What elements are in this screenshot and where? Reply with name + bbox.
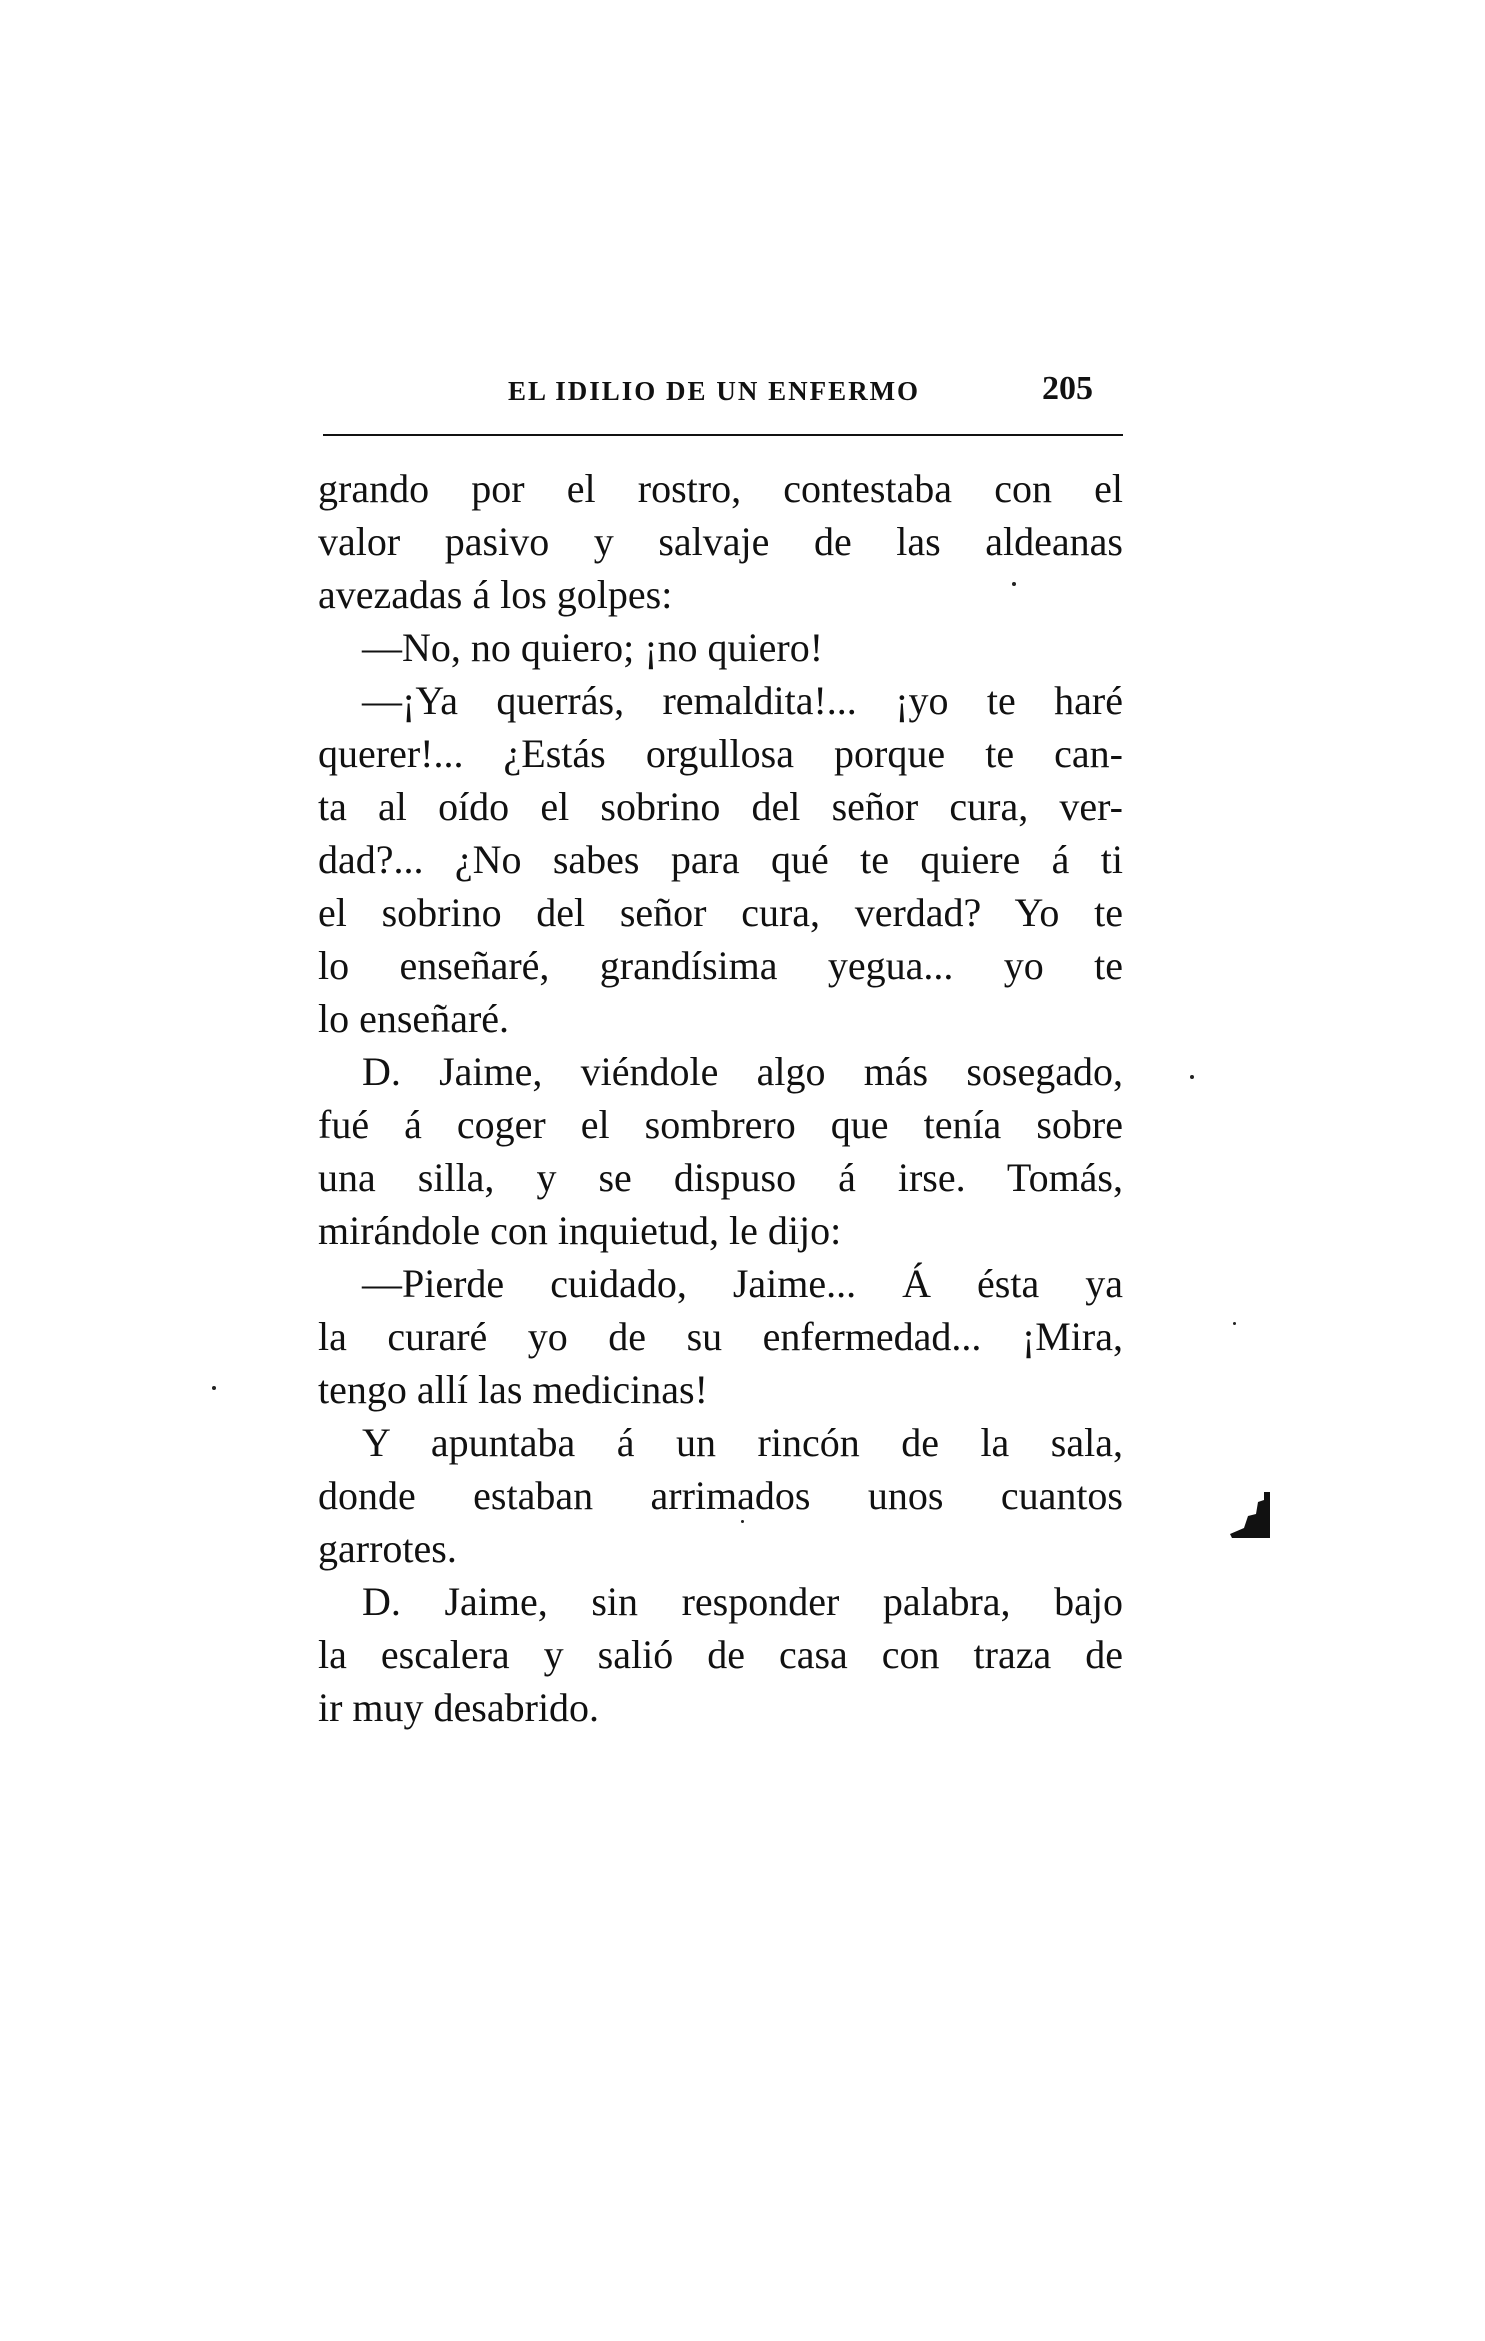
text-line: avezadas á los golpes:	[318, 572, 673, 617]
text-line: —No, no quiero; ¡no quiero!	[362, 625, 824, 670]
header-rule	[323, 434, 1123, 436]
ink-speck	[1190, 1075, 1194, 1079]
text-line: tengo allí las medicinas!	[318, 1367, 708, 1412]
text-line: una silla, y se dispuso á irse. Tomás,	[318, 1155, 1123, 1200]
ink-speck	[1012, 582, 1016, 586]
text-line: Y apuntaba á un rincón de la sala,	[362, 1420, 1123, 1465]
page-number: 205	[1042, 370, 1093, 407]
text-line: valor pasivo y salvaje de las aldeanas	[318, 519, 1123, 564]
ink-speck	[741, 1520, 744, 1523]
text-line: garrotes.	[318, 1526, 457, 1571]
corner-mark-icon	[1228, 1490, 1276, 1540]
ink-speck	[1233, 1322, 1236, 1325]
text-line: lo enseñaré.	[318, 996, 510, 1041]
running-header	[323, 370, 1128, 414]
text-line: grando por el rostro, contestaba con el	[318, 466, 1123, 511]
text-line: ir muy desabrido.	[318, 1685, 600, 1730]
text-line: ta al oído el sobrino del señor cura, ver-	[318, 784, 1123, 829]
ink-speck	[212, 1386, 216, 1390]
text-line: donde estaban arrimados unos cuantos	[318, 1473, 1123, 1518]
text-line: la escalera y salió de casa con traza de	[318, 1632, 1123, 1677]
text-line: querer!... ¿Estás orgullosa porque te can-	[318, 731, 1123, 776]
text-line: D. Jaime, sin responder palabra, bajo	[362, 1579, 1123, 1624]
text-line: D. Jaime, viéndole algo más sosegado,	[362, 1049, 1123, 1094]
text-line: —¡Ya querrás, remaldita!... ¡yo te haré	[362, 678, 1123, 723]
text-line: la curaré yo de su enfermedad... ¡Mira,	[318, 1314, 1123, 1359]
body-text	[318, 462, 1123, 1734]
running-title: EL IDILIO DE UN ENFERMO	[508, 376, 921, 406]
text-line: lo enseñaré, grandísima yegua... yo te	[318, 943, 1123, 988]
text-line: —Pierde cuidado, Jaime... Á ésta ya	[362, 1261, 1123, 1306]
text-line: fué á coger el sombrero que tenía sobre	[318, 1102, 1123, 1147]
text-line: el sobrino del señor cura, verdad? Yo te	[318, 890, 1123, 935]
text-line: dad?... ¿No sabes para qué te quiere á ti	[318, 837, 1123, 882]
text-line: mirándole con inquietud, le dijo:	[318, 1208, 842, 1253]
